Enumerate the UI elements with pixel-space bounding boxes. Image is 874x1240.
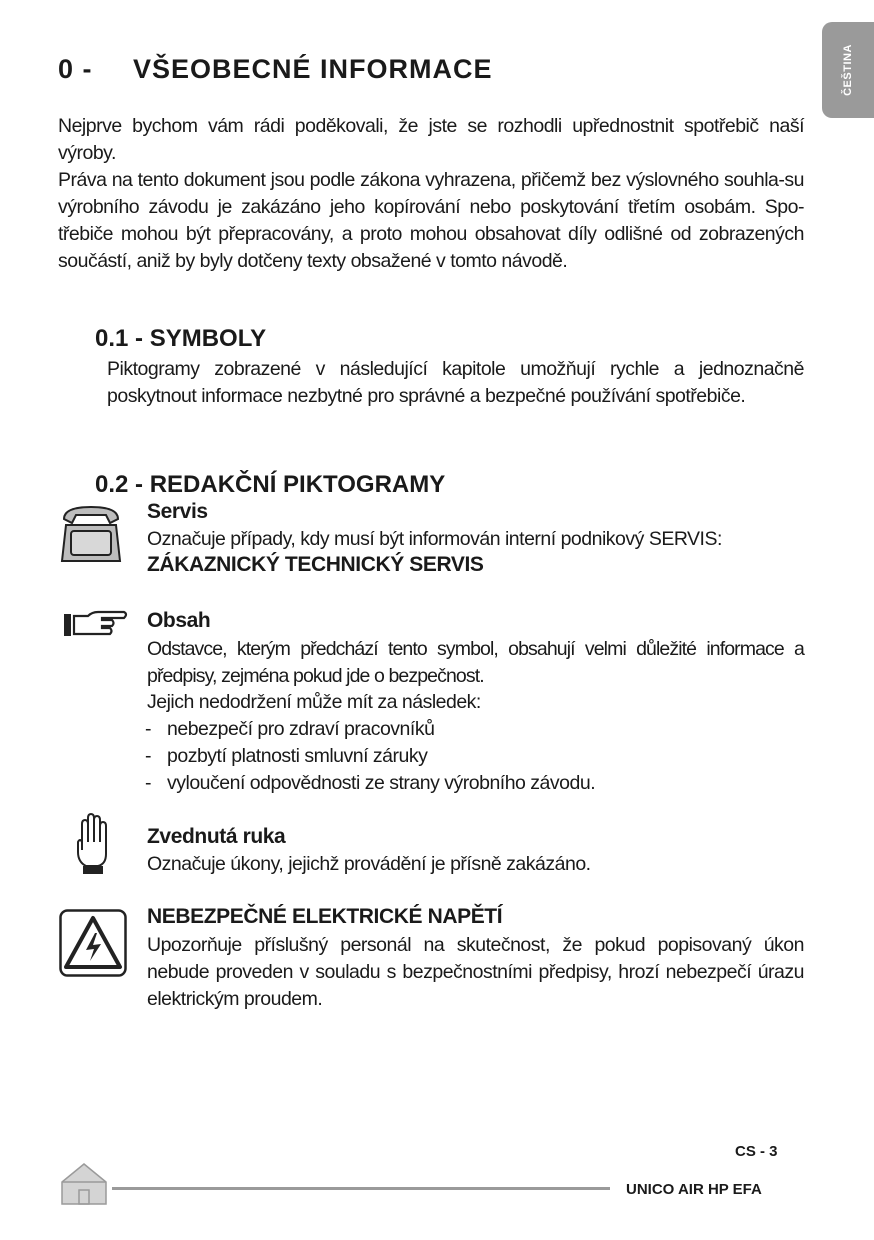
language-tab-label: ČEŠTINA: [842, 44, 854, 96]
section-symbols-heading: 0.1 - SYMBOLY: [95, 325, 267, 352]
list-item: - pozbytí platnosti smluvní záruky: [145, 745, 428, 767]
page-number: CS - 3: [735, 1143, 778, 1160]
list-item: - nebezpečí pro zdraví pracovníků: [145, 718, 435, 740]
list-item: - vyloučení odpovědnosti ze strany výrobního závodu.: [145, 772, 596, 794]
footer-divider: [112, 1187, 610, 1190]
servis-label: Servis: [147, 500, 208, 523]
napeti-label: NEBEZPEČNÉ ELEKTRICKÉ NAPĚTÍ: [147, 905, 503, 928]
language-tab: [822, 22, 874, 118]
page-title: VŠEOBECNÉ INFORMACE: [133, 54, 493, 84]
obsah-intro: Jejich nedodržení může mít za následek:: [147, 691, 481, 713]
obsah-text: Odstavce, kterým předchází tento symbol, obsahují velmi důležité informace a předpisy, zejména pokud jde o bezpečnost.: [147, 638, 804, 687]
servis-bold-text: ZÁKAZNICKÝ TECHNICKÝ SERVIS: [147, 553, 484, 576]
pointing-hand-icon: [62, 608, 130, 640]
section-pictograms-heading: 0.2 - REDAKČNÍ PIKTOGRAMY: [95, 471, 446, 498]
section-number: 0 -: [58, 54, 93, 84]
intro-paragraph-1: Nejprve bychom vám rádi poděkovali, že jste se rozhodli upřednostnit spotřebič naší výroby.: [58, 115, 804, 164]
napeti-text: Upozorňuje příslušný personál na skutečnost, že pokud popisovaný úkon nebude proveden v souladu s bezpečnostními předpisy, hrozí nebezpečí úrazu elektrickým proudem.: [147, 934, 804, 1010]
intro-paragraph-2: Práva na tento dokument jsou podle zákona vyhrazena, přičemž bez výslovného souhla-su výrobního závodu je zakázáno jeho kopírování nebo poskytování třetím osobám. Spo-třebiče mohou být přepracovány, a proto mohou obsahovat díly odlišné od zobrazených součástí, aniž by byly dotčeny texty obsažené v tomto návodě.: [58, 169, 804, 272]
obsah-list: [145, 716, 595, 797]
telephone-icon: [58, 503, 124, 567]
product-name: UNICO AIR HP EFA: [626, 1181, 762, 1198]
ruka-text: Označuje úkony, jejichž provádění je přísně zakázáno.: [147, 853, 591, 875]
raised-hand-icon: [74, 812, 110, 876]
high-voltage-warning-icon: [59, 909, 127, 977]
servis-text: Označuje případy, kdy musí být informován interní podnikový SERVIS:: [147, 528, 722, 550]
obsah-label: Obsah: [147, 609, 211, 632]
home-icon[interactable]: [60, 1162, 108, 1206]
section-symbols-text: Piktogramy zobrazené v následující kapitole umožňují rychle a jednoznačně poskytnout informace nezbytné pro správné a bezpečné používání spotřebiče.: [107, 358, 804, 407]
ruka-label: Zvednutá ruka: [147, 825, 286, 848]
